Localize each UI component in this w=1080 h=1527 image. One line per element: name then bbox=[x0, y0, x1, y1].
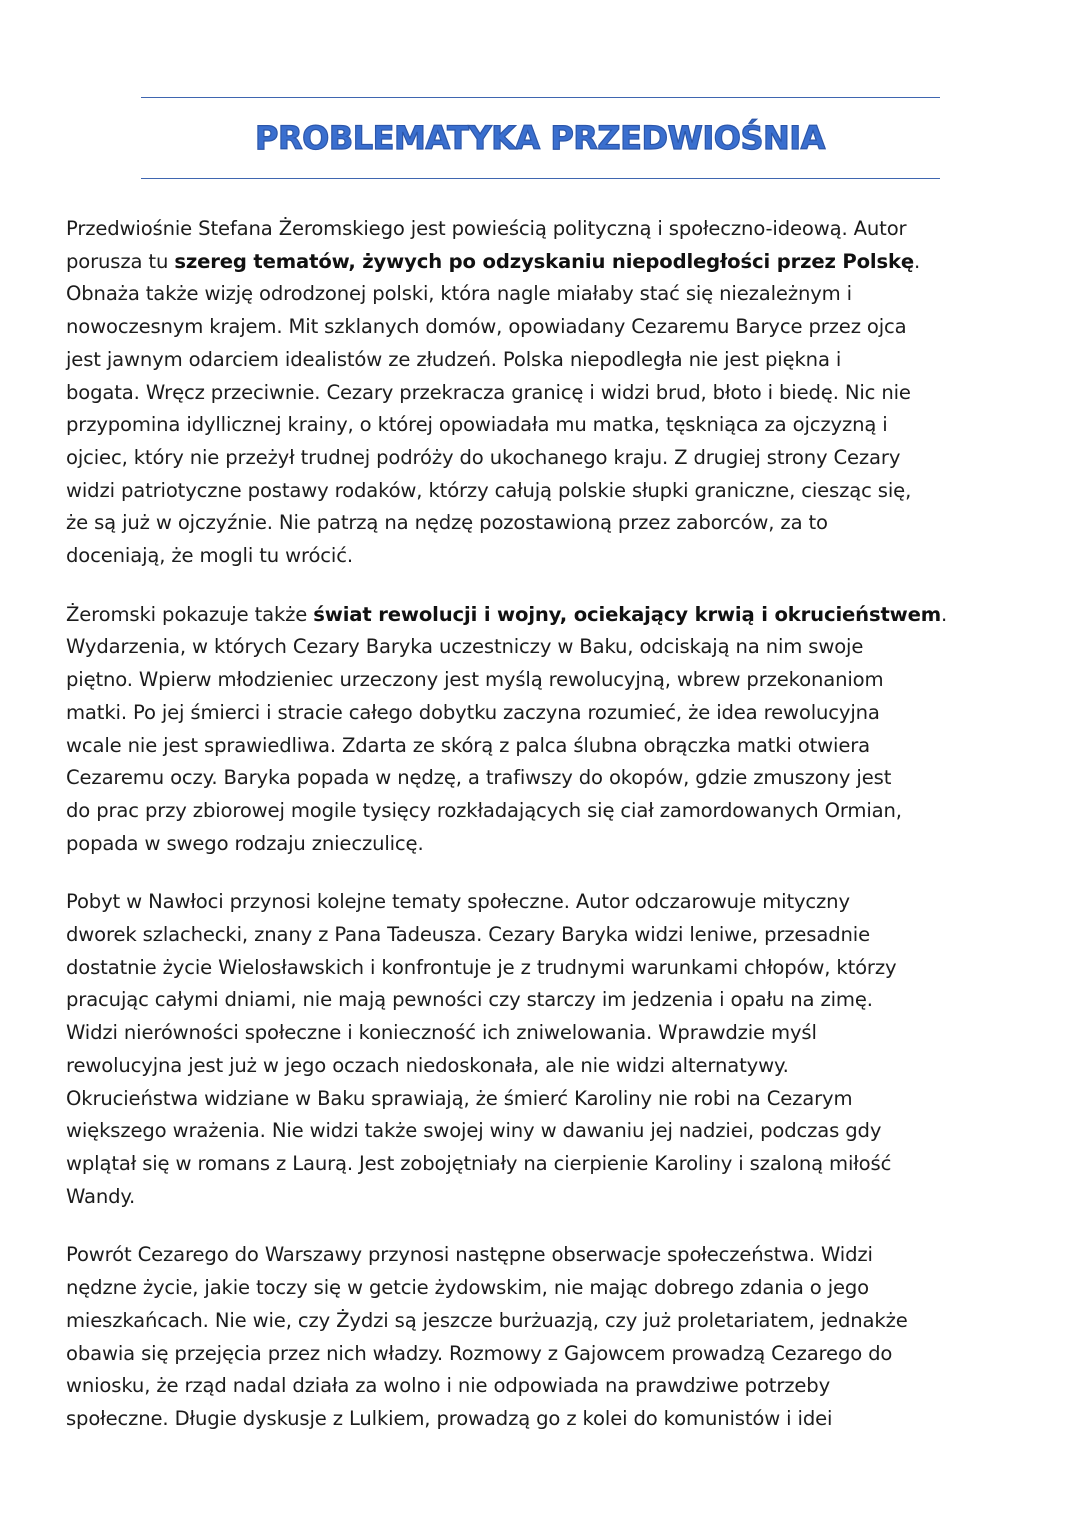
text-run: rewolucyjna jest już w jego oczach niedoskonała, ale nie widzi alternatywy. bbox=[66, 1053, 789, 1077]
text-line bbox=[66, 1148, 1026, 1181]
text-line bbox=[66, 311, 1026, 344]
text-run: ojciec, który nie przeżył trudnej podróży do ukochanego kraju. Z drugiej strony Cezary bbox=[66, 445, 901, 469]
text-line bbox=[66, 886, 1026, 919]
text-line bbox=[66, 1272, 1026, 1305]
text-run: Powrót Cezarego do Warszawy przynosi następne obserwacje społeczeństwa. Widzi bbox=[66, 1243, 873, 1267]
text-line bbox=[66, 984, 1026, 1017]
text-line bbox=[66, 344, 1026, 377]
text-line bbox=[66, 1083, 1026, 1116]
text-line bbox=[66, 1181, 1026, 1214]
text-line bbox=[66, 1338, 1026, 1371]
text-run: obawia się przejęcia przez nich władzy. Rozmowy z Gajowcem prowadzą Cezarego do bbox=[66, 1341, 893, 1365]
paragraph bbox=[66, 886, 1026, 1213]
text-run: piętno. Wpierw młodzieniec urzeczony jest myślą rewolucyjną, wbrew przekonaniom bbox=[66, 668, 884, 692]
text-line bbox=[66, 409, 1026, 442]
paragraph bbox=[66, 1239, 1026, 1435]
text-run: bogata. Wręcz przeciwnie. Cezary przekracza granicę i widzi brud, błoto i biedę. Nic nie bbox=[66, 380, 911, 404]
text-line bbox=[66, 507, 1026, 540]
text-run: widzi patriotyczne postawy rodaków, którzy całują polskie słupki graniczne, ciesząc się, bbox=[66, 478, 912, 502]
text-run: porusza tu bbox=[66, 249, 175, 273]
text-run: nowoczesnym krajem. Mit szklanych domów, opowiadany Cezaremu Baryce przez ojca bbox=[66, 315, 907, 339]
text-run: doceniają, że mogli tu wrócić. bbox=[66, 544, 353, 568]
text-run: Wydarzenia, w których Cezary Baryka uczestniczy w Baku, odciskają na nim swoje bbox=[66, 635, 864, 659]
text-line bbox=[66, 631, 1026, 664]
text-run: Widzi nierówności społeczne i konieczność ich zniwelowania. Wprawdzie myśl bbox=[66, 1021, 817, 1045]
text-line bbox=[66, 1017, 1026, 1050]
text-line bbox=[66, 795, 1026, 828]
text-run: dworek szlachecki, znany z Pana Tadeusza. Cezary Baryka widzi leniwe, przesadnie bbox=[66, 923, 870, 947]
text-run: wniosku, że rząd nadal działa za wolno i nie odpowiada na prawdziwe potrzeby bbox=[66, 1374, 831, 1398]
text-run: Pobyt w Nawłoci przynosi kolejne tematy społeczne. Autor odczarowuje mityczny bbox=[66, 890, 850, 914]
text-line bbox=[66, 664, 1026, 697]
text-line bbox=[66, 730, 1026, 763]
text-run: do prac przy zbiorowej mogile tysięcy rozkładających się ciał zamordowanych Ormian, bbox=[66, 798, 902, 822]
text-run: Obnaża także wizję odrodzonej polski, która nagle miałaby stać się niezależnym i bbox=[66, 282, 852, 306]
text-run: Przedwiośnie Stefana Żeromskiego jest powieścią polityczną i społeczno-ideową. Autor bbox=[66, 217, 907, 240]
text-line bbox=[66, 1370, 1026, 1403]
text-run: pracując całymi dniami, nie mają pewności czy starczy im jedzenia i opału na zimę. bbox=[66, 988, 873, 1012]
paragraph bbox=[66, 599, 1026, 861]
text-run: wcale nie jest sprawiedliwa. Zdarta ze skórą z palca ślubna obrączka matki otwiera bbox=[66, 733, 870, 757]
text-run: większego wrażenia. Nie widzi także swojej winy w dawaniu jej nadziei, podczas gdy bbox=[66, 1119, 882, 1143]
text-run: popada w swego rodzaju znieczulicę. bbox=[66, 831, 424, 855]
text-run: Żeromski pokazuje także bbox=[66, 602, 314, 626]
text-run: Wandy. bbox=[66, 1184, 136, 1208]
text-line bbox=[66, 762, 1026, 795]
text-run: dostatnie życie Wielosławskich i konfrontuje je z trudnymi warunkami chłopów, którzy bbox=[66, 955, 897, 979]
text-run: przypomina idyllicznej krainy, o której opowiadała mu matka, tęskniąca za ojczyzną i bbox=[66, 413, 888, 437]
text-run: jest jawnym odarciem idealistów ze złudzeń. Polska niepodległa nie jest piękna i bbox=[66, 347, 842, 371]
text-run: wplątał się w romans z Laurą. Jest zobojętniały na cierpienie Karoliny i szaloną miłość bbox=[66, 1151, 892, 1175]
text-run: Cezaremu oczy. Baryka popada w nędzę, a trafiwszy do okopów, gdzie zmuszony jest bbox=[66, 766, 892, 790]
text-line bbox=[66, 599, 1026, 632]
title-bottom-rule bbox=[141, 178, 940, 179]
text-line bbox=[66, 475, 1026, 508]
text-line bbox=[66, 828, 1026, 861]
text-line bbox=[66, 1403, 1026, 1436]
text-run: nędzne życie, jakie toczy się w getcie żydowskim, nie mając dobrego zdania o jego bbox=[66, 1276, 870, 1300]
text-line bbox=[66, 377, 1026, 410]
text-line bbox=[66, 213, 1026, 246]
document-body bbox=[66, 213, 1026, 1462]
bold-phrase: szereg tematów, żywych po odzyskaniu niepodległości przez Polskę bbox=[174, 249, 915, 273]
text-line bbox=[66, 1305, 1026, 1338]
text-line bbox=[66, 697, 1026, 730]
text-line bbox=[66, 278, 1026, 311]
page-title: PROBLEMATYKA PRZEDWIOŚNIA bbox=[255, 119, 825, 157]
text-line bbox=[66, 1050, 1026, 1083]
text-line bbox=[66, 1239, 1026, 1272]
text-line bbox=[66, 442, 1026, 475]
text-line bbox=[66, 919, 1026, 952]
text-line bbox=[66, 1115, 1026, 1148]
text-run: matki. Po jej śmierci i stracie całego dobytku zaczyna rozumieć, że idea rewolucyjna bbox=[66, 700, 880, 724]
text-run: . bbox=[941, 602, 948, 626]
paragraph bbox=[66, 213, 1026, 573]
title-top-rule bbox=[141, 97, 940, 98]
text-line bbox=[66, 246, 1026, 279]
text-run: społeczne. Długie dyskusje z Lulkiem, prowadzą go z kolei do komunistów i idei bbox=[66, 1406, 833, 1430]
text-line bbox=[66, 540, 1026, 573]
text-line bbox=[66, 952, 1026, 985]
bold-phrase: świat rewolucji i wojny, ociekający krwią i okrucieństwem bbox=[313, 602, 942, 626]
text-run: Okrucieństwa widziane w Baku sprawiają, że śmierć Karoliny nie robi na Cezarym bbox=[66, 1086, 853, 1110]
text-run: mieszkańcach. Nie wie, czy Żydzi są jeszcze burżuazją, czy już proletariatem, jednakże bbox=[66, 1308, 908, 1332]
text-run: . bbox=[914, 249, 921, 273]
text-run: że są już w ojczyźnie. Nie patrzą na nędzę pozostawioną przez zaborców, za to bbox=[66, 511, 828, 535]
